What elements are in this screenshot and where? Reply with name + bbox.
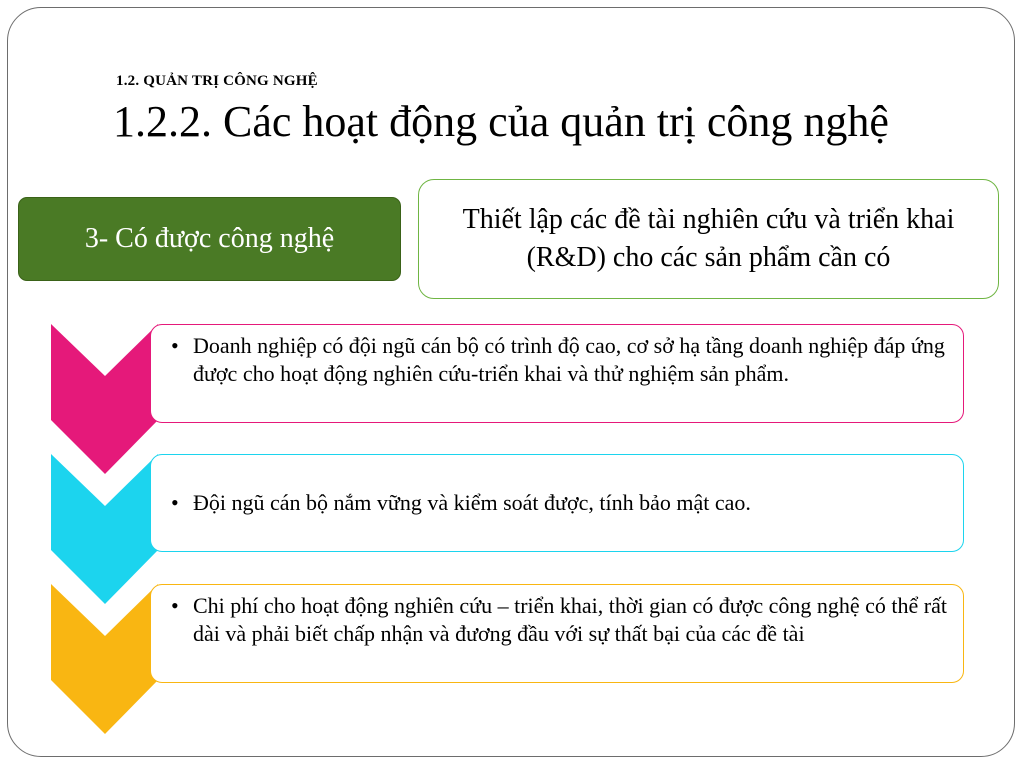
bullet-icon: • xyxy=(171,333,179,358)
list-item xyxy=(167,332,953,388)
bullet-icon: • xyxy=(171,490,179,515)
list-item-text: Chi phí cho hoạt động nghiên cứu – triển khai, thời gian có được công nghệ có thể rất dài và phải biết chấp nhận và đương đầu với sự thất bại của các đề tài xyxy=(193,593,947,646)
item-panel-3 xyxy=(150,584,964,683)
chevron-pink xyxy=(51,324,158,474)
list-item xyxy=(167,489,953,517)
item-panel-2 xyxy=(150,454,964,552)
slide-title: 1.2.2. Các hoạt động của quản trị công nghệ xyxy=(113,97,889,146)
section-heading: 1.2. QUẢN TRỊ CÔNG NGHỆ xyxy=(116,73,318,89)
item-panel-1 xyxy=(150,324,964,423)
list-item-text: Đội ngũ cán bộ nắm vững và kiểm soát được, tính bảo mật cao. xyxy=(193,490,751,515)
chevron-yellow xyxy=(51,584,158,734)
step-description: Thiết lập các đề tài nghiên cứu và triển khai (R&D) cho các sản phẩm cần có xyxy=(462,204,955,273)
list-item xyxy=(167,592,953,648)
bullet-icon: • xyxy=(171,593,179,618)
chevron-cyan xyxy=(51,454,158,604)
list-item-text: Doanh nghiệp có đội ngũ cán bộ có trình độ cao, cơ sở hạ tầng doanh nghiệp đáp ứng được cho hoạt động nghiên cứu-triển khai và thử nghiệm sản phẩm. xyxy=(193,333,945,386)
step-label: 3- Có được công nghệ xyxy=(84,223,335,254)
